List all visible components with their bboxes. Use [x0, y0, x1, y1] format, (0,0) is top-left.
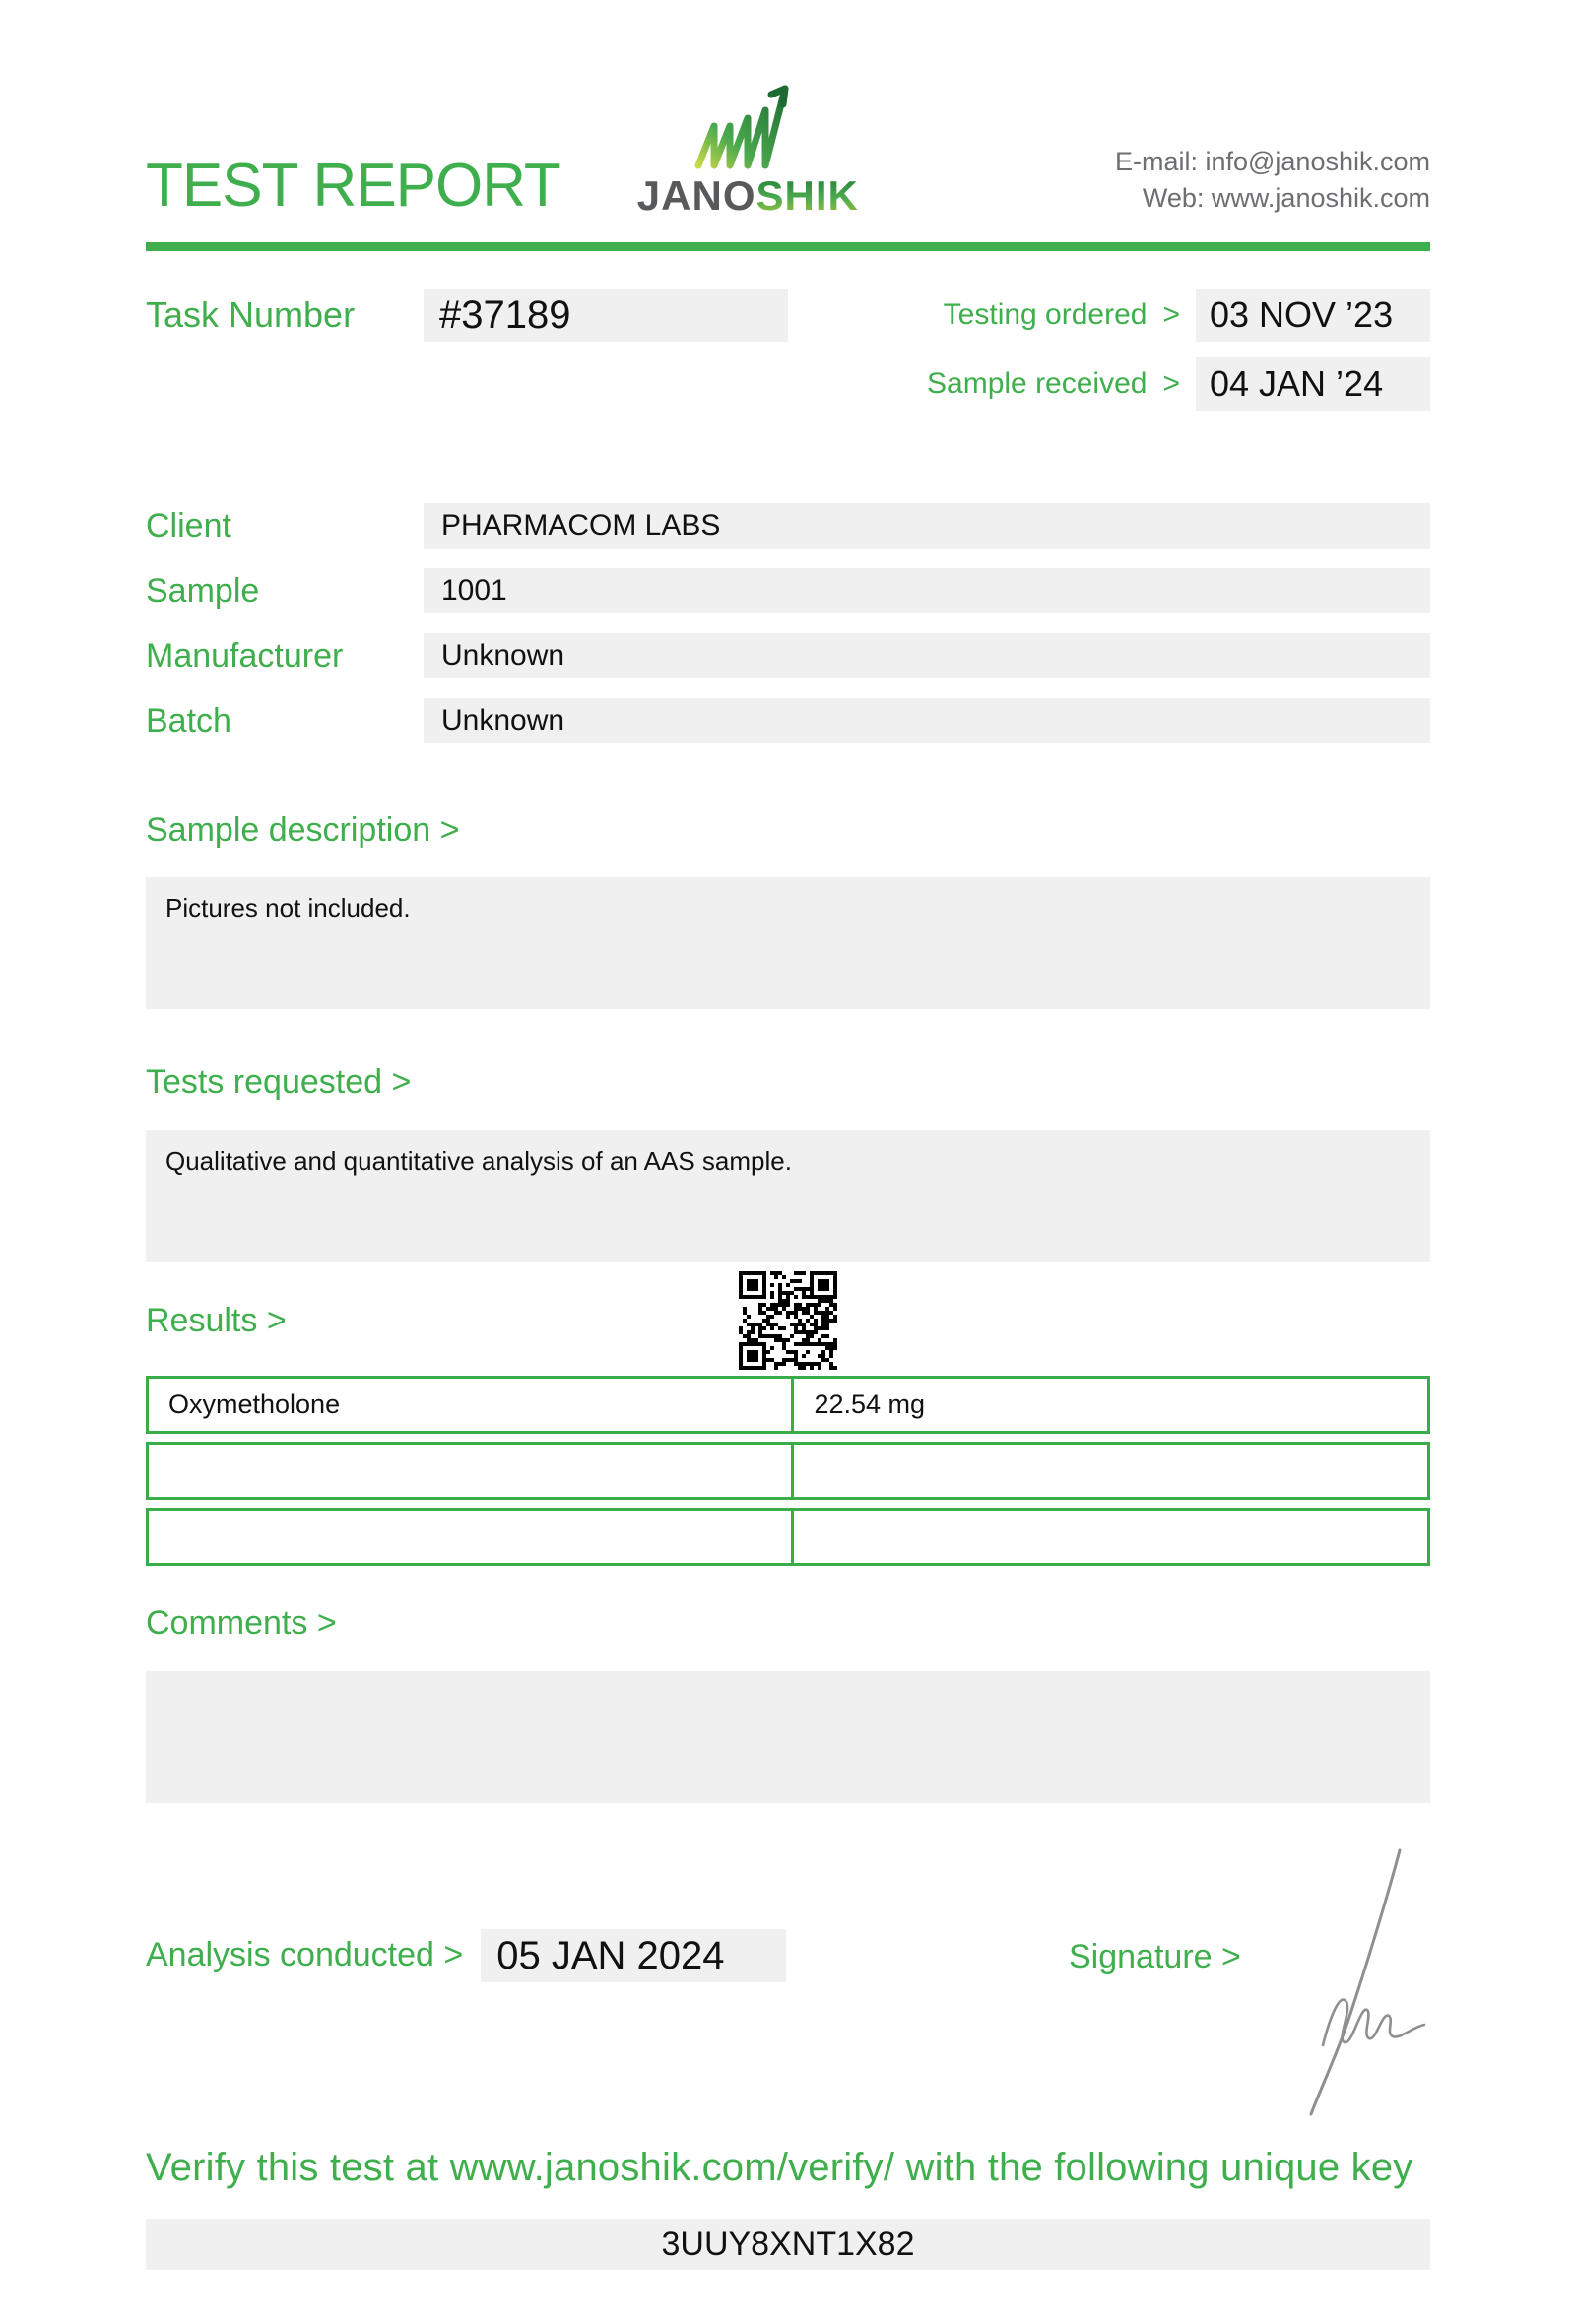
- client-label: Client: [146, 507, 231, 545]
- client-value: PHARMACOM LABS: [424, 503, 1430, 549]
- sample-description-heading: Sample description >: [146, 811, 460, 849]
- task-number-group: [146, 289, 788, 342]
- signature-label: Signature >: [1069, 1937, 1241, 1975]
- task-number-value: #37189: [424, 289, 788, 342]
- page-title: TEST REPORT: [146, 152, 560, 220]
- info-row-client: [146, 503, 1430, 549]
- result-substance: Oxymetholone: [149, 1379, 794, 1431]
- analysis-signature-row: [146, 1929, 1430, 1982]
- comments-section: [146, 1605, 1430, 1802]
- result-substance: [149, 1445, 794, 1497]
- manufacturer-label: Manufacturer: [146, 637, 344, 675]
- table-row: [146, 1442, 1430, 1500]
- chart-arrow-logo-icon: [692, 81, 803, 171]
- manufacturer-value: Unknown: [424, 633, 1430, 678]
- comments-heading: Comments >: [146, 1604, 337, 1643]
- analysis-conducted-label: Analysis conducted >: [146, 1936, 464, 1974]
- table-row: [146, 1508, 1430, 1566]
- sample-label: Sample: [146, 572, 260, 610]
- contact-email: E-mail: info@janoshik.com: [1114, 147, 1430, 176]
- chevron-right-icon: >: [1162, 367, 1180, 400]
- tests-requested-heading: Tests requested >: [146, 1064, 412, 1102]
- testing-ordered-row: [927, 289, 1430, 342]
- sample-value: 1001: [424, 568, 1430, 613]
- verify-instruction: Verify this test at www.janoshik.com/verify/ with the following unique key: [146, 2145, 1413, 2189]
- qr-code: [737, 1269, 839, 1372]
- table-row: [146, 1376, 1430, 1434]
- signature-image: [1274, 1844, 1431, 2120]
- header-divider: [146, 242, 1430, 251]
- testing-ordered-value: 03 NOV ’23: [1196, 289, 1430, 342]
- unique-key-value: 3UUY8XNT1X82: [146, 2219, 1430, 2270]
- info-row-sample: [146, 568, 1430, 613]
- janoshik-logo: [637, 81, 859, 217]
- header: [146, 0, 1430, 220]
- logo-word-shik: SHIK: [755, 172, 859, 219]
- result-amount: [794, 1511, 1427, 1563]
- results-section: [146, 1262, 1430, 1566]
- contact-block: [1115, 144, 1430, 217]
- dates-group: [927, 289, 1430, 411]
- comments-box: [146, 1671, 1430, 1803]
- sample-description-box: Pictures not included.: [146, 877, 1430, 1009]
- sample-received-value: 04 JAN ’24: [1196, 357, 1430, 411]
- task-number-label: Task Number: [146, 294, 356, 335]
- sample-description-section: [146, 812, 1430, 1009]
- batch-value: Unknown: [424, 698, 1430, 743]
- tests-requested-section: [146, 1065, 1430, 1261]
- task-meta-row: [146, 289, 1430, 411]
- result-substance: [149, 1511, 794, 1563]
- results-heading: Results >: [146, 1301, 287, 1339]
- contact-web: Web: www.janoshik.com: [1142, 183, 1430, 213]
- sample-received-label: Sample received: [927, 367, 1148, 400]
- chevron-right-icon: >: [1162, 298, 1180, 331]
- sample-received-row: [927, 357, 1430, 411]
- result-amount: [794, 1445, 1427, 1497]
- tests-requested-box: Qualitative and quantitative analysis of an AAS sample.: [146, 1130, 1430, 1262]
- info-row-batch: [146, 698, 1430, 743]
- result-amount: 22.54 mg: [814, 1389, 926, 1420]
- logo-wordmark: [636, 172, 859, 219]
- batch-label: Batch: [146, 702, 231, 740]
- analysis-date-value: 05 JAN 2024: [481, 1929, 786, 1982]
- sample-info-section: [146, 503, 1430, 743]
- results-table: [146, 1376, 1430, 1566]
- logo-word-jano: JANO: [636, 172, 756, 219]
- testing-ordered-label: Testing ordered: [943, 298, 1148, 331]
- info-row-manufacturer: [146, 633, 1430, 678]
